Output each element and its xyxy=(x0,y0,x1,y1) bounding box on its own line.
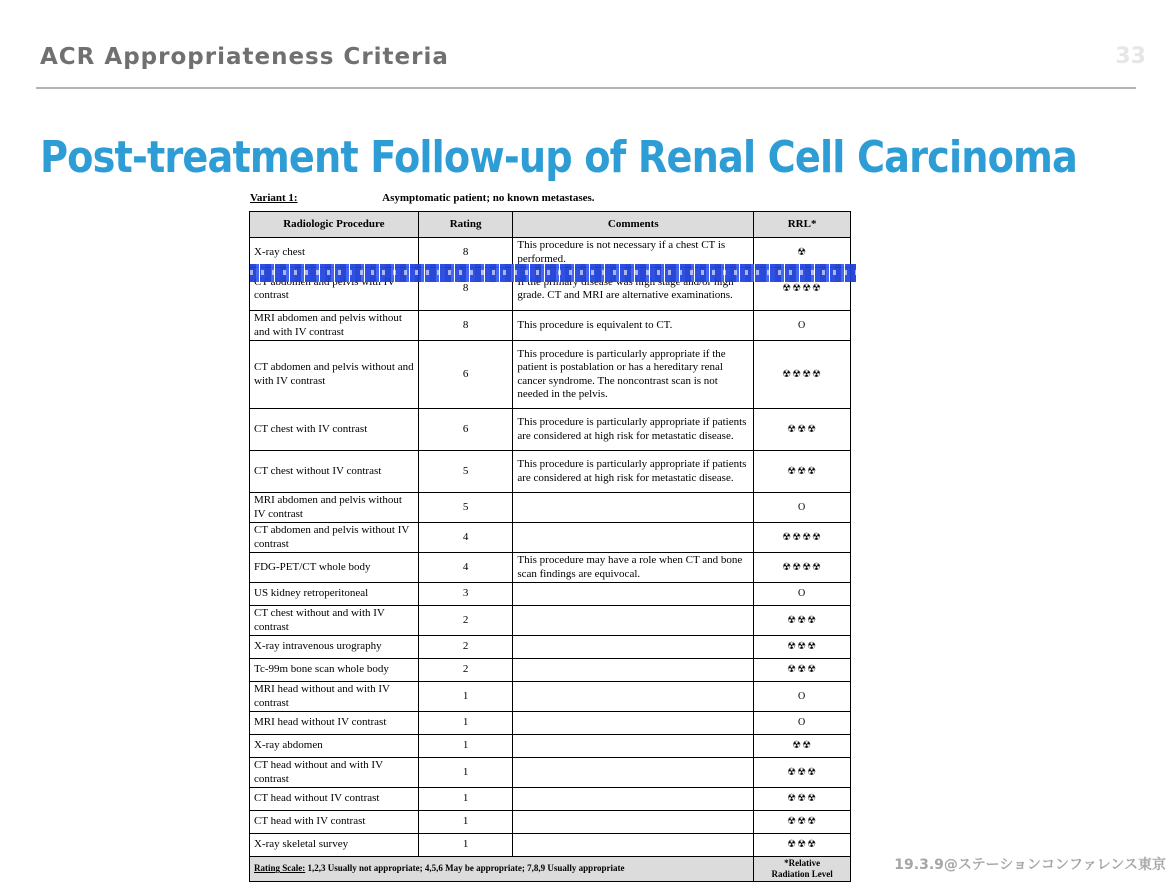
table-row xyxy=(250,409,851,451)
criteria-table xyxy=(249,211,851,882)
comments-cell xyxy=(513,606,754,636)
procedure-cell: US kidney retroperitoneal xyxy=(250,583,419,606)
procedure-cell: Tc-99m bone scan whole body xyxy=(250,659,419,682)
rating-cell: 3 xyxy=(418,583,513,606)
comments-cell: This procedure may have a role when CT and bone scan findings are equivocal. xyxy=(513,553,754,583)
comments-cell xyxy=(513,583,754,606)
column-header-procedure: Radiologic Procedure xyxy=(250,212,419,238)
table-row xyxy=(250,341,851,409)
table-row xyxy=(250,523,851,553)
comments-cell xyxy=(513,682,754,712)
procedure-cell: CT abdomen and pelvis without IV contrast xyxy=(250,523,419,553)
rating-cell: 8 xyxy=(418,311,513,341)
table-row xyxy=(250,811,851,834)
table-row xyxy=(250,758,851,788)
table-row xyxy=(250,788,851,811)
table-row xyxy=(250,735,851,758)
rrl-cell: ☢☢☢ xyxy=(754,606,851,636)
table-row xyxy=(250,636,851,659)
rating-cell: 1 xyxy=(418,788,513,811)
comments-cell: This procedure is not necessary if a chest CT is performed. xyxy=(513,238,754,268)
table-row xyxy=(250,834,851,857)
page-number: 33 xyxy=(1115,44,1146,69)
rrl-cell: ☢☢☢☢ xyxy=(754,268,851,311)
rating-cell: 8 xyxy=(418,268,513,311)
procedure-cell: X-ray abdomen xyxy=(250,735,419,758)
variant-description: Asymptomatic patient; no known metastases. xyxy=(382,192,595,204)
comments-cell xyxy=(513,493,754,523)
procedure-cell: CT chest with IV contrast xyxy=(250,409,419,451)
rating-cell: 4 xyxy=(418,553,513,583)
procedure-cell: CT chest without IV contrast xyxy=(250,451,419,493)
rating-cell: 5 xyxy=(418,451,513,493)
rating-cell: 1 xyxy=(418,811,513,834)
rrl-cell: ☢☢☢ xyxy=(754,788,851,811)
comments-cell: This procedure is equivalent to CT. xyxy=(513,311,754,341)
table-row xyxy=(250,238,851,268)
rating-cell: 8 xyxy=(418,238,513,268)
procedure-cell: MRI abdomen and pelvis without IV contrast xyxy=(250,493,419,523)
comments-cell: grade. CT and MRI are alternative examinations. xyxy=(513,268,754,311)
rrl-cell: ☢☢ xyxy=(754,735,851,758)
rating-cell: 1 xyxy=(418,712,513,735)
rrl-footnote-line1: *Relative xyxy=(784,858,821,868)
table-row xyxy=(250,311,851,341)
variant-line xyxy=(250,192,595,204)
procedure-cell: CT chest without and with IV contrast xyxy=(250,606,419,636)
rrl-cell: ☢☢☢☢ xyxy=(754,553,851,583)
rrl-cell: ☢☢☢ xyxy=(754,758,851,788)
redaction-scribble xyxy=(250,264,856,282)
rrl-cell: ☢☢☢☢ xyxy=(754,523,851,553)
rrl-cell: O xyxy=(754,583,851,606)
rrl-cell: ☢☢☢ xyxy=(754,659,851,682)
rating-cell: 1 xyxy=(418,758,513,788)
procedure-cell: X-ray skeletal survey xyxy=(250,834,419,857)
rating-cell: 6 xyxy=(418,341,513,409)
procedure-cell: contrast xyxy=(250,268,419,311)
column-header-rrl: RRL* xyxy=(754,212,851,238)
rrl-footnote-line2: Radiation Level xyxy=(771,869,833,879)
procedure-cell: FDG-PET/CT whole body xyxy=(250,553,419,583)
table-row xyxy=(250,583,851,606)
comments-cell xyxy=(513,788,754,811)
comments-cell xyxy=(513,523,754,553)
procedure-cell: CT head with IV contrast xyxy=(250,811,419,834)
procedure-cell: CT abdomen and pelvis without and with IV contrast xyxy=(250,341,419,409)
table-row xyxy=(250,682,851,712)
comments-cell xyxy=(513,758,754,788)
table-body xyxy=(250,238,851,857)
procedure-cell: MRI abdomen and pelvis without and with IV contrast xyxy=(250,311,419,341)
rrl-cell: ☢☢☢ xyxy=(754,811,851,834)
table-row xyxy=(250,493,851,523)
procedure-cell: CT head without IV contrast xyxy=(250,788,419,811)
rating-cell: 2 xyxy=(418,606,513,636)
rating-cell: 2 xyxy=(418,659,513,682)
header-title: ACR Appropriateness Criteria xyxy=(40,44,449,70)
slide-title: Post-treatment Follow-up of Renal Cell Carcinoma xyxy=(40,132,1077,183)
table-row xyxy=(250,712,851,735)
procedure-cell: MRI head without IV contrast xyxy=(250,712,419,735)
rrl-cell: ☢☢☢ xyxy=(754,636,851,659)
rrl-cell: ☢ xyxy=(754,238,851,268)
procedure-cell: X-ray chest xyxy=(250,238,419,268)
rating-cell: 1 xyxy=(418,682,513,712)
table-header-row xyxy=(250,212,851,238)
rrl-cell: ☢☢☢ xyxy=(754,409,851,451)
rrl-cell: ☢☢☢ xyxy=(754,834,851,857)
procedure-cell: MRI head without and with IV contrast xyxy=(250,682,419,712)
rrl-cell: ☢☢☢☢ xyxy=(754,341,851,409)
comments-cell xyxy=(513,659,754,682)
rating-scale-text: 1,2,3 Usually not appropriate; 4,5,6 May be appropriate; 7,8,9 Usually appropriate xyxy=(305,863,625,874)
rrl-cell: O xyxy=(754,712,851,735)
rrl-cell: O xyxy=(754,682,851,712)
table-row xyxy=(250,451,851,493)
table-row xyxy=(250,606,851,636)
comments-cell xyxy=(513,735,754,758)
rating-cell: 6 xyxy=(418,409,513,451)
header-divider xyxy=(36,87,1136,89)
rating-cell: 1 xyxy=(418,834,513,857)
comments-cell: This procedure is particularly appropriate if the patient is postablation or has a hereditary renal cancer syndrome. The noncontrast scan is not needed in the pelvis. xyxy=(513,341,754,409)
variant-label: Variant 1: xyxy=(250,192,298,204)
table-row xyxy=(250,659,851,682)
comments-cell xyxy=(513,834,754,857)
comments-cell: This procedure is particularly appropriate if patients are considered at high risk for metastatic disease. xyxy=(513,409,754,451)
comments-cell xyxy=(513,712,754,735)
comments-cell xyxy=(513,636,754,659)
rating-cell: 2 xyxy=(418,636,513,659)
comments-cell xyxy=(513,811,754,834)
conference-credit: 19.3.9@ステーションコンファレンス東京 xyxy=(894,857,1166,873)
rating-scale-label: Rating Scale: xyxy=(254,863,306,874)
rating-cell: 5 xyxy=(418,493,513,523)
rating-cell: 1 xyxy=(418,735,513,758)
rrl-cell: ☢☢☢ xyxy=(754,451,851,493)
rrl-cell: O xyxy=(754,311,851,341)
table-row xyxy=(250,553,851,583)
column-header-rating: Rating xyxy=(418,212,513,238)
rating-cell: 4 xyxy=(418,523,513,553)
column-header-comments: Comments xyxy=(513,212,754,238)
rrl-cell: O xyxy=(754,493,851,523)
procedure-cell: X-ray intravenous urography xyxy=(250,636,419,659)
comments-cell: This procedure is particularly appropriate if patients are considered at high risk for metastatic disease. xyxy=(513,451,754,493)
procedure-cell: CT head without and with IV contrast xyxy=(250,758,419,788)
